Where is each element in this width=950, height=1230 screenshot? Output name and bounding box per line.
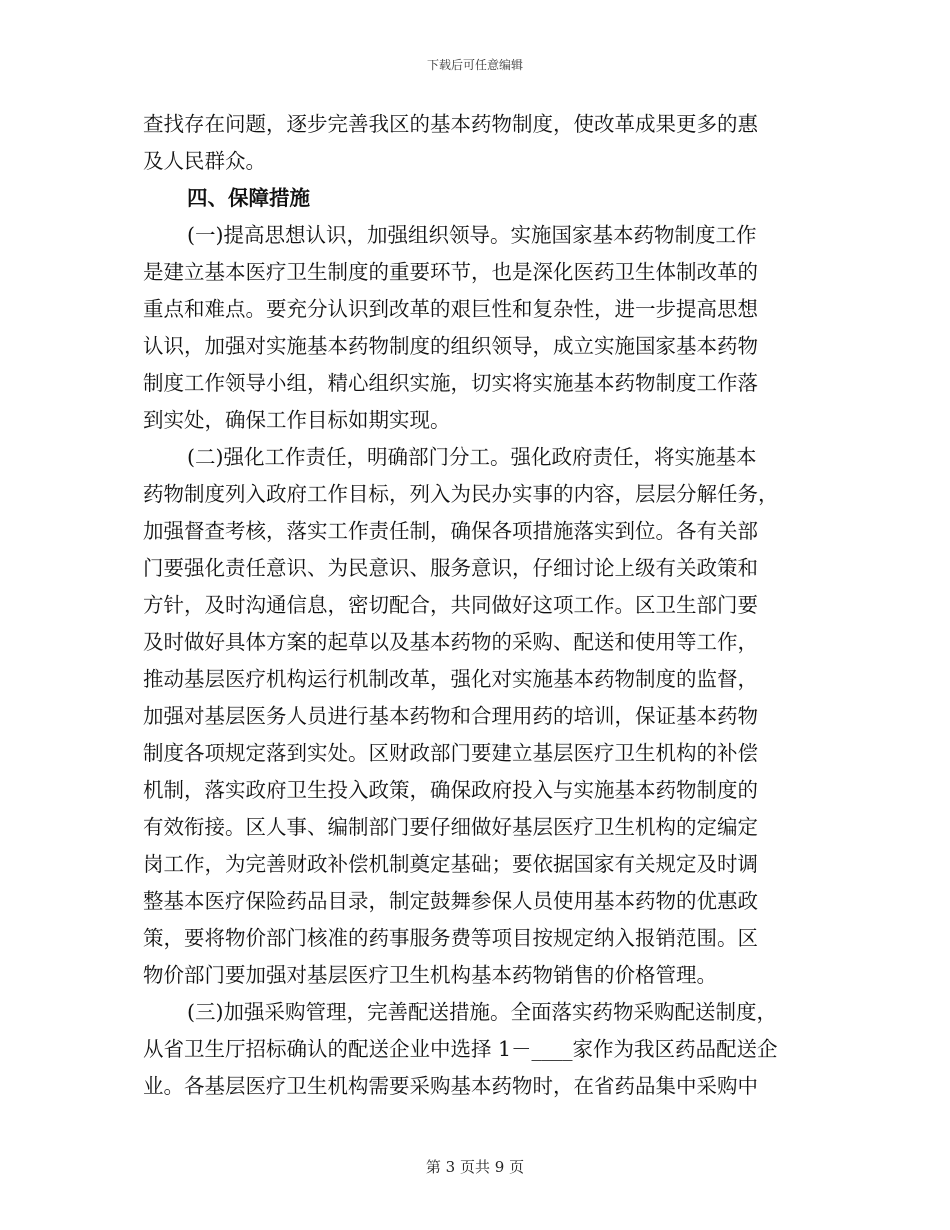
text-line: 有效衔接。区人事、编制部门要仔细做好基层医疗卫生机构的定编定 (143, 815, 758, 839)
text-line: 制度各项规定落到实处。区财政部门要建立基层医疗卫生机构的补偿 (143, 741, 758, 765)
document-body (143, 106, 803, 1105)
text-line: 及人民群众。 (143, 149, 266, 173)
text-line: 查找存在问题，逐步完善我区的基本药物制度，使改革成果更多的惠 (143, 112, 758, 136)
text-line: 业。各基层医疗卫生机构需要采购基本药物时，在省药品集中采购中 (143, 1074, 758, 1098)
text-line: (二)强化工作责任，明确部门分工。强化政府责任，将实施基本 (187, 445, 757, 469)
text-line: 重点和难点。要充分认识到改革的艰巨性和复杂性，进一步提高思想 (143, 297, 758, 321)
text-line: 岗工作，为完善财政补偿机制奠定基础；要依据国家有关规定及时调 (143, 852, 758, 876)
text-line: 机制，落实政府卫生投入政策，确保政府投入与实施基本药物制度的 (143, 778, 758, 802)
text-line: 从省卫生厅招标确认的配送企业中选择 1－____家作为我区药品配送企 (143, 1037, 778, 1061)
text-line: 认识，加强对实施基本药物制度的组织领导，成立实施国家基本药物 (143, 334, 758, 358)
text-line: (一)提高思想认识，加强组织领导。实施国家基本药物制度工作 (187, 223, 757, 247)
text-line: (三)加强采购管理，完善配送措施。全面落实药物采购配送制度， (187, 1000, 777, 1024)
page-header: 下载后可任意编辑 (426, 58, 523, 72)
text-line: 加强对基层医务人员进行基本药物和合理用药的培训，保证基本药物 (143, 704, 758, 728)
text-line: 到实处，确保工作目标如期实现。 (143, 408, 451, 432)
page-footer: 第 3 页共 9 页 (425, 1158, 525, 1176)
text-line: 门要强化责任意识、为民意识、服务意识，仔细讨论上级有关政策和 (143, 556, 758, 580)
text-line: 整基本医疗保险药品目录，制定鼓舞参保人员使用基本药物的优惠政 (143, 889, 758, 913)
text-line: 是建立基本医疗卫生制度的重要环节，也是深化医药卫生体制改革的 (143, 260, 758, 284)
text-line: 制度工作领导小组，精心组织实施，切实将实施基本药物制度工作落 (143, 371, 758, 395)
text-line: 方针，及时沟通信息，密切配合，共同做好这项工作。区卫生部门要 (143, 593, 758, 617)
text-line: 药物制度列入政府工作目标，列入为民办实事的内容，层层分解任务， (143, 482, 779, 506)
section-heading: 四、保障措施 (187, 186, 310, 210)
text-line: 及时做好具体方案的起草以及基本药物的采购、配送和使用等工作， (143, 630, 758, 654)
text-line: 推动基层医疗机构运行机制改革，强化对实施基本药物制度的监督， (143, 667, 758, 691)
text-line: 策，要将物价部门核准的药事服务费等项目按规定纳入报销范围。区 (143, 926, 758, 950)
text-line: 物价部门要加强对基层医疗卫生机构基本药物销售的价格管理。 (143, 963, 717, 987)
text-line: 加强督查考核，落实工作责任制，确保各项措施落实到位。各有关部 (143, 519, 758, 543)
